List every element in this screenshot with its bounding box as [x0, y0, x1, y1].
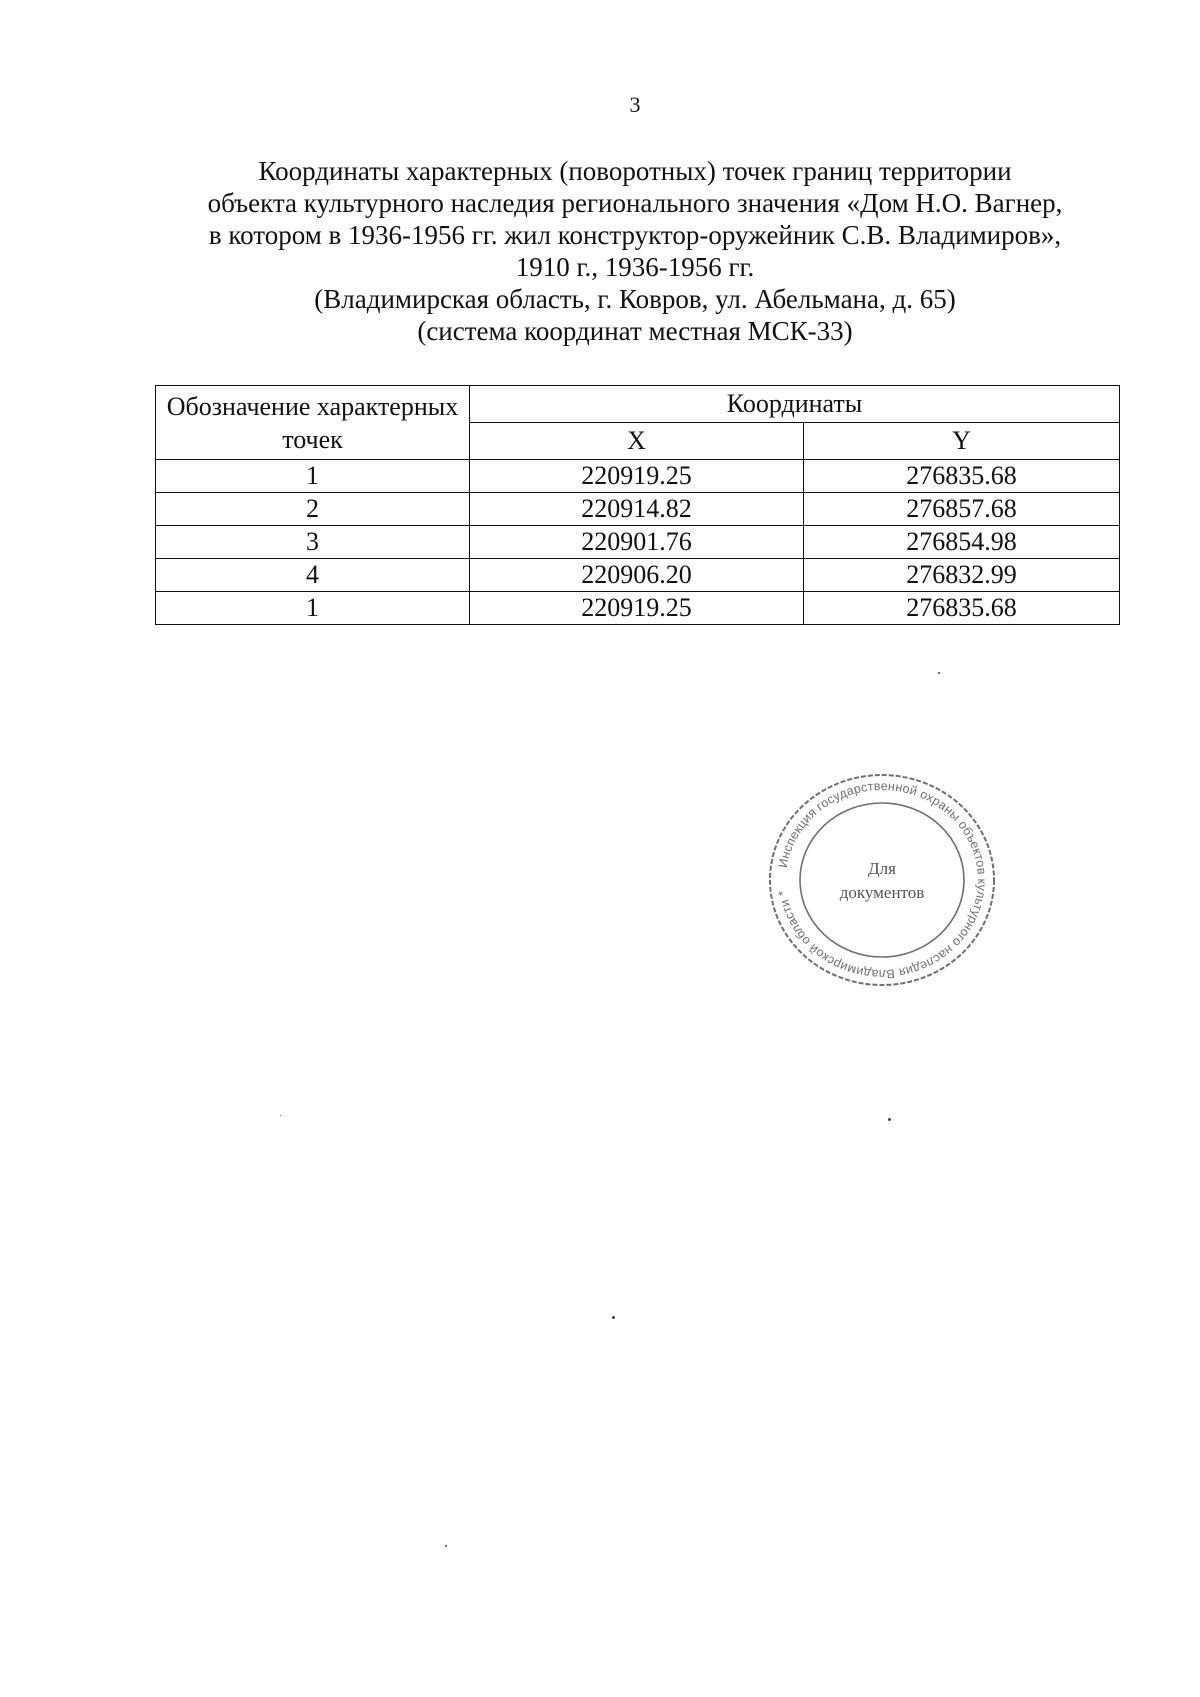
table-row: [156, 592, 1120, 625]
x-cell: 220906.20: [470, 559, 804, 592]
x-cell: 220919.25: [470, 460, 804, 493]
stamp-center-line2: документов: [839, 883, 925, 902]
y-cell: 276835.68: [804, 460, 1120, 493]
stamp-ring-textpath: Инспекция государственной охраны объектов культурного наследия Владимирской области *: [775, 778, 990, 982]
stamp-ring-text: [776, 779, 989, 981]
header-coordinates: Координаты: [470, 386, 1120, 423]
table-row: [156, 460, 1120, 493]
point-cell: 3: [156, 526, 470, 559]
title-line: Координаты характерных (поворотных) точек границ территории: [258, 156, 1012, 186]
coordinate-system-line: (система координат местная МСК-33): [417, 316, 853, 346]
y-cell: 276857.68: [804, 493, 1120, 526]
stamp-inner-ring: [800, 803, 964, 957]
address-line: (Владимирская область, г. Ковров, ул. Абельмана, д. 65): [314, 284, 956, 314]
stamp-center-line1: Для: [868, 859, 896, 878]
stamp-ink: [770, 775, 994, 985]
header-y: Y: [804, 423, 1120, 460]
scan-speck: [612, 1316, 615, 1319]
title-line: в котором в 1936-1956 гг. жил конструктор-оружейник С.В. Владимиров»,: [208, 220, 1062, 250]
header-point-designation: Обозначение характерных точек: [156, 386, 470, 460]
seal-stamp: [762, 770, 1002, 990]
scan-speck: [280, 1115, 281, 1116]
table-row: [156, 493, 1120, 526]
document-title: [100, 155, 1170, 347]
point-cell: 4: [156, 559, 470, 592]
y-cell: 276832.99: [804, 559, 1120, 592]
stamp-outer-ring: [770, 775, 994, 985]
x-cell: 220914.82: [470, 493, 804, 526]
title-line: объекта культурного наследия регионального значения «Дом Н.О. Вагнер,: [207, 188, 1063, 218]
point-cell: 1: [156, 592, 470, 625]
y-cell: 276835.68: [804, 592, 1120, 625]
scan-speck: [938, 672, 940, 674]
scan-speck: [445, 1545, 447, 1547]
table-row: [156, 526, 1120, 559]
point-cell: 1: [156, 460, 470, 493]
header-x: X: [470, 423, 804, 460]
page-number: 3: [629, 92, 641, 117]
x-cell: 220901.76: [470, 526, 804, 559]
title-line: 1910 г., 1936-1956 гг.: [515, 252, 755, 282]
x-cell: 220919.25: [470, 592, 804, 625]
table-row: [156, 559, 1120, 592]
scan-speck: [888, 1118, 891, 1121]
y-cell: 276854.98: [804, 526, 1120, 559]
point-cell: 2: [156, 493, 470, 526]
coordinates-table: [155, 385, 1120, 625]
